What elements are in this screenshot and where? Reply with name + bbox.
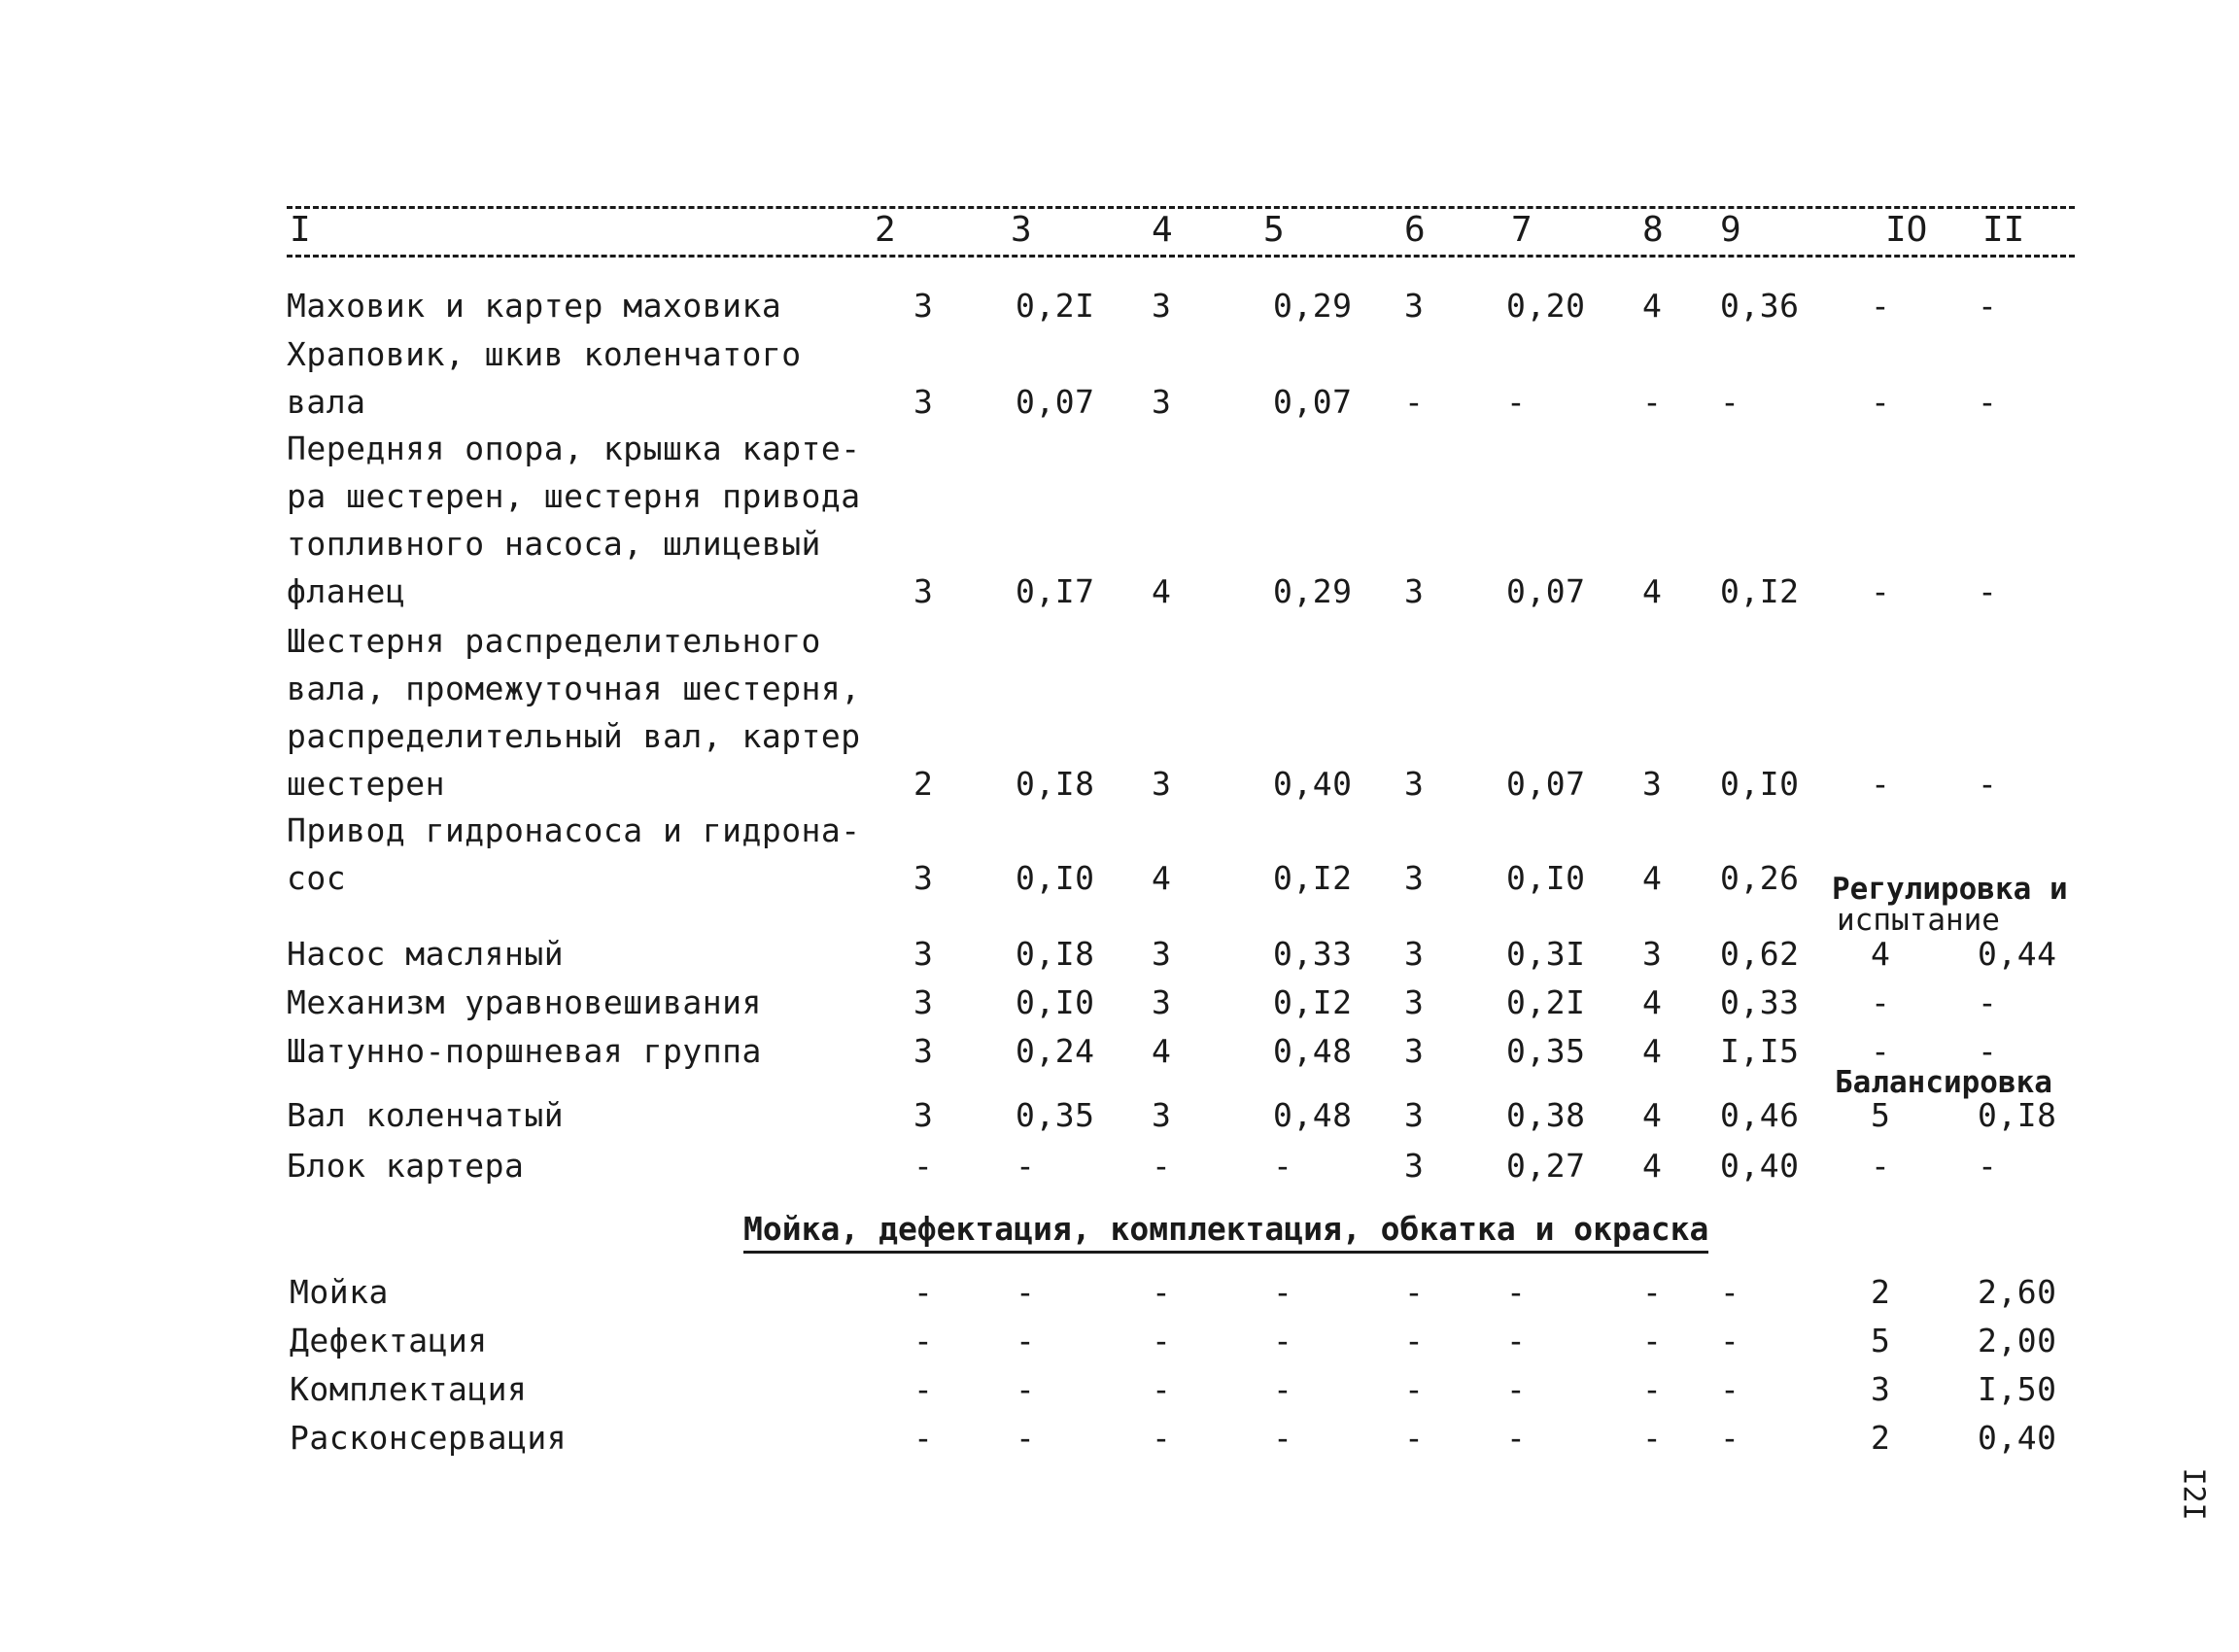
table-cell: 3 (1152, 287, 1172, 325)
table-cell: 3 (913, 1032, 934, 1070)
table-cell: 0,I8 (1016, 765, 1095, 803)
table-cell: 0,33 (1720, 983, 1800, 1021)
table-cell: 0,48 (1273, 1096, 1353, 1134)
table-cell: 0,44 (1978, 935, 2057, 973)
section-cell: - (1273, 1370, 1293, 1408)
table-cell: 0,38 (1506, 1096, 1586, 1134)
page-number: I2I (2176, 1467, 2211, 1521)
section-cell: - (1506, 1322, 1527, 1359)
table-cell: 3 (1404, 572, 1425, 610)
table-cell: - (1871, 287, 1891, 325)
table-cell: 0,I2 (1273, 983, 1353, 1021)
table-cell: 3 (913, 1096, 934, 1134)
table-cell: 3 (1404, 1096, 1425, 1134)
section-cell: 0,40 (1978, 1419, 2057, 1457)
section-cell: - (1642, 1419, 1663, 1457)
section-cell: - (1273, 1322, 1293, 1359)
row-name-line: вала, промежуточная шестерня, (287, 670, 861, 707)
row-name-line: вала (287, 383, 366, 421)
row-name-line: шестерен (287, 765, 445, 803)
table-cell: 0,33 (1273, 935, 1353, 973)
table-cell: 0,62 (1720, 935, 1800, 973)
table-cell: - (1871, 765, 1891, 803)
section-cell: - (1506, 1370, 1527, 1408)
table-cell: 0,40 (1273, 765, 1353, 803)
table-cell: 0,29 (1273, 572, 1353, 610)
section-row-name: Расконсервация (290, 1419, 568, 1457)
table-cell: I,I5 (1720, 1032, 1800, 1070)
column-header-11: II (1982, 210, 2025, 250)
row-name-line: Храповик, шкив коленчатого (287, 335, 802, 373)
table-cell: - (1152, 1147, 1172, 1185)
section-row-name: Дефектация (290, 1322, 488, 1359)
table-cell: 3 (1404, 859, 1425, 897)
section-cell: - (1642, 1370, 1663, 1408)
section-cell: - (1016, 1322, 1036, 1359)
section-cell: - (1720, 1273, 1740, 1311)
table-cell: 0,I8 (1016, 935, 1095, 973)
section-title: Мойка, дефектация, комплектация, обкатка и окраска (743, 1210, 1708, 1254)
section-row-name: Комплектация (290, 1370, 528, 1408)
note-balancing: Балансировка (1835, 1065, 2052, 1100)
row-name-line: топливного насоса, шлицевый (287, 525, 821, 563)
row-name-line: сос (287, 859, 347, 897)
table-cell: - (1016, 1147, 1036, 1185)
table-cell: 0,I0 (1506, 859, 1586, 897)
column-header-8: 8 (1642, 210, 1664, 250)
section-cell: - (1404, 1322, 1425, 1359)
section-cell: 2 (1871, 1273, 1891, 1311)
section-cell: - (1152, 1322, 1172, 1359)
table-cell: 0,2I (1506, 983, 1586, 1021)
table-cell: 4 (1642, 983, 1663, 1021)
table-cell: 4 (1642, 287, 1663, 325)
table-cell: 0,2I (1016, 287, 1095, 325)
table-cell: 3 (913, 572, 934, 610)
table-cell: 0,36 (1720, 287, 1800, 325)
row-name-line: ра шестерен, шестерня привода (287, 477, 861, 515)
section-cell: - (1720, 1370, 1740, 1408)
table-cell: 0,I8 (1978, 1096, 2057, 1134)
section-cell: 2,60 (1978, 1273, 2057, 1311)
row-name-line: Передняя опора, крышка карте- (287, 430, 861, 467)
section-cell: - (1642, 1322, 1663, 1359)
table-cell: 4 (1152, 572, 1172, 610)
table-cell: 0,07 (1273, 383, 1353, 421)
table-cell: 0,07 (1506, 765, 1586, 803)
table-cell: - (1978, 287, 1998, 325)
table-cell: 3 (1152, 983, 1172, 1021)
header-top-rule (287, 206, 2075, 209)
table-cell: 3 (913, 859, 934, 897)
table-cell: 0,I0 (1016, 983, 1095, 1021)
row-name-line: Механизм уравновешивания (287, 983, 762, 1021)
table-cell: 0,27 (1506, 1147, 1586, 1185)
table-cell: 3 (913, 383, 934, 421)
section-cell: - (913, 1370, 934, 1408)
table-cell: - (1642, 383, 1663, 421)
column-header-5: 5 (1263, 210, 1285, 250)
section-cell: - (1273, 1273, 1293, 1311)
table-cell: 3 (913, 935, 934, 973)
row-name-line: Маховик и картер маховика (287, 287, 782, 325)
table-cell: 0,40 (1720, 1147, 1800, 1185)
section-cell: - (1404, 1273, 1425, 1311)
table-cell: 0,07 (1016, 383, 1095, 421)
table-cell: 0,26 (1720, 859, 1800, 897)
table-cell: 0,29 (1273, 287, 1353, 325)
table-cell: 0,46 (1720, 1096, 1800, 1134)
section-cell: - (913, 1322, 934, 1359)
table-cell: - (1871, 572, 1891, 610)
table-cell: - (1978, 765, 1998, 803)
table-cell: - (1978, 1147, 1998, 1185)
column-header-9: 9 (1720, 210, 1741, 250)
table-cell: - (1871, 1147, 1891, 1185)
section-cell: - (1152, 1419, 1172, 1457)
section-cell: - (1720, 1322, 1740, 1359)
table-cell: 0,I0 (1720, 765, 1800, 803)
section-cell: - (1720, 1419, 1740, 1457)
column-header-1: I (290, 210, 311, 250)
table-cell: 3 (1404, 1032, 1425, 1070)
table-cell: - (1978, 983, 1998, 1021)
section-cell: 3 (1871, 1370, 1891, 1408)
table-cell: 3 (1404, 765, 1425, 803)
row-name-line: фланец (287, 572, 406, 610)
table-cell: 3 (1404, 287, 1425, 325)
table-cell: - (1978, 572, 1998, 610)
table-cell: - (1978, 1032, 1998, 1070)
note-adjustment-line2: испытание (1837, 903, 2000, 938)
section-cell: - (1506, 1273, 1527, 1311)
table-cell: 4 (1642, 572, 1663, 610)
table-cell: 3 (1152, 1096, 1172, 1134)
table-cell: 4 (1152, 1032, 1172, 1070)
column-header-2: 2 (875, 210, 896, 250)
section-cell: - (1404, 1419, 1425, 1457)
section-cell: - (1642, 1273, 1663, 1311)
section-cell: 2 (1871, 1419, 1891, 1457)
table-cell: 4 (1871, 935, 1891, 973)
column-header-4: 4 (1152, 210, 1173, 250)
table-cell: 3 (913, 983, 934, 1021)
table-cell: 0,I0 (1016, 859, 1095, 897)
table-cell: 0,48 (1273, 1032, 1353, 1070)
section-cell: 5 (1871, 1322, 1891, 1359)
column-header-10: IO (1885, 210, 1928, 250)
table-cell: 0,20 (1506, 287, 1586, 325)
table-cell: 3 (1152, 935, 1172, 973)
section-cell: - (913, 1273, 934, 1311)
table-cell: - (1871, 983, 1891, 1021)
row-name-line: Насос масляный (287, 935, 565, 973)
table-cell: 0,I7 (1016, 572, 1095, 610)
table-cell: 4 (1642, 859, 1663, 897)
table-cell: 2 (913, 765, 934, 803)
table-cell: - (1273, 1147, 1293, 1185)
row-name-line: Вал коленчатый (287, 1096, 565, 1134)
section-cell: - (913, 1419, 934, 1457)
section-cell: - (1152, 1370, 1172, 1408)
table-cell: - (1404, 383, 1425, 421)
table-cell: 5 (1871, 1096, 1891, 1134)
table-cell: 4 (1642, 1147, 1663, 1185)
table-cell: - (1978, 383, 1998, 421)
table-cell: 3 (1152, 765, 1172, 803)
table-cell: 3 (1642, 765, 1663, 803)
table-cell: 3 (1404, 983, 1425, 1021)
table-cell: 4 (1642, 1096, 1663, 1134)
table-cell: 3 (1642, 935, 1663, 973)
table-cell: 0,I2 (1720, 572, 1800, 610)
row-name-line: распределительный вал, картер (287, 717, 861, 755)
table-cell: 4 (1642, 1032, 1663, 1070)
section-cell: - (1506, 1419, 1527, 1457)
column-header-6: 6 (1404, 210, 1426, 250)
section-cell: - (1152, 1273, 1172, 1311)
row-name-line: Блок картера (287, 1147, 525, 1185)
table-cell: - (1871, 1032, 1891, 1070)
table-cell: 0,I2 (1273, 859, 1353, 897)
table-cell: 0,3I (1506, 935, 1586, 973)
table-cell: 0,35 (1016, 1096, 1095, 1134)
table-cell: - (1506, 383, 1527, 421)
section-cell: I,50 (1978, 1370, 2057, 1408)
note-adjustment-line1: Регулировка и (1832, 872, 2068, 907)
table-cell: 3 (1404, 1147, 1425, 1185)
row-name-line: Шатунно-поршневая группа (287, 1032, 762, 1070)
column-header-7: 7 (1511, 210, 1533, 250)
table-cell: - (1871, 383, 1891, 421)
section-cell: - (1273, 1419, 1293, 1457)
table-cell: 3 (913, 287, 934, 325)
row-name-line: Привод гидронасоса и гидрона- (287, 811, 861, 849)
header-bottom-rule (287, 255, 2075, 258)
section-cell: 2,00 (1978, 1322, 2057, 1359)
table-cell: 0,24 (1016, 1032, 1095, 1070)
section-cell: - (1404, 1370, 1425, 1408)
table-cell: 0,35 (1506, 1032, 1586, 1070)
table-cell: - (913, 1147, 934, 1185)
table-cell: 0,07 (1506, 572, 1586, 610)
section-cell: - (1016, 1273, 1036, 1311)
section-cell: - (1016, 1370, 1036, 1408)
table-cell: - (1720, 383, 1740, 421)
table-cell: 3 (1404, 935, 1425, 973)
row-name-line: Шестерня распределительного (287, 622, 821, 660)
table-cell: 4 (1152, 859, 1172, 897)
column-header-3: 3 (1011, 210, 1032, 250)
section-cell: - (1016, 1419, 1036, 1457)
section-row-name: Мойка (290, 1273, 389, 1311)
table-cell: 3 (1152, 383, 1172, 421)
